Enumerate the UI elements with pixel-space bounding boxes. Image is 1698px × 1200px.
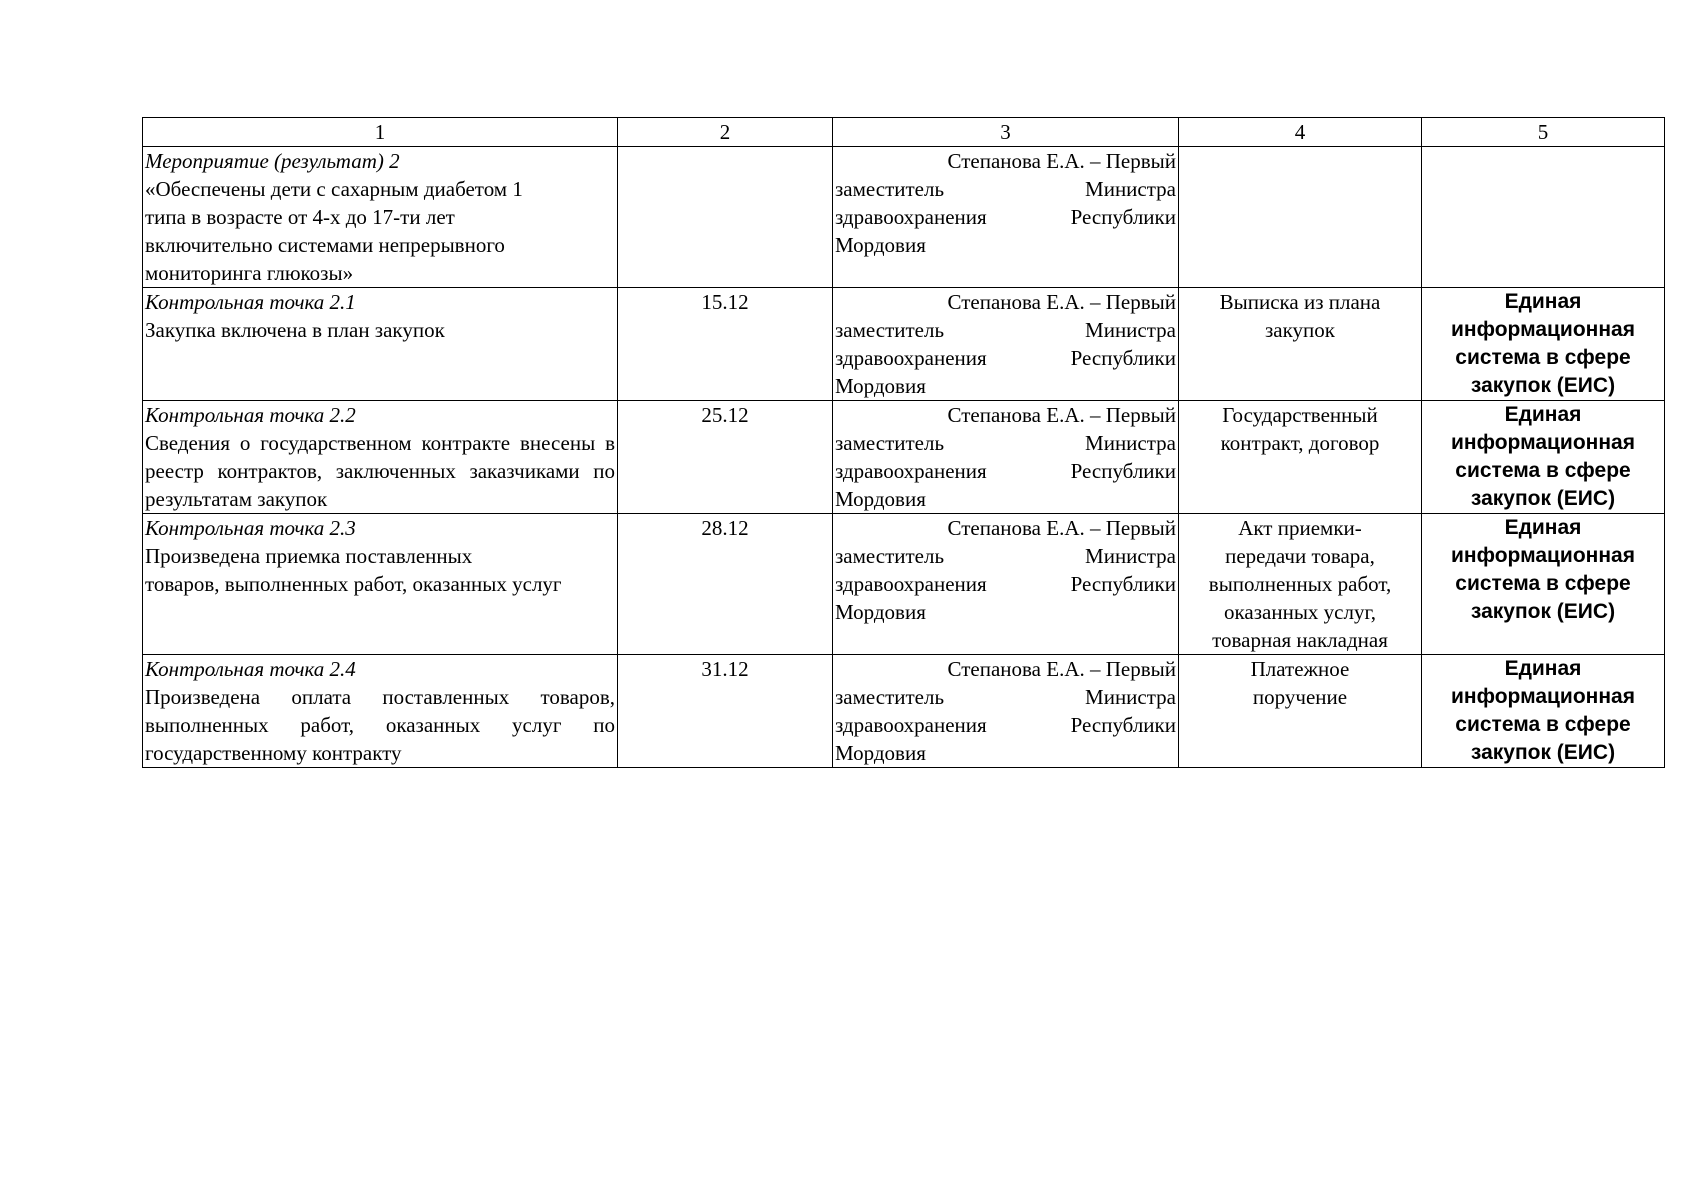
table-header-row bbox=[143, 118, 1665, 147]
responsible-word: здравоохранения bbox=[835, 459, 987, 483]
responsible-name: Степанова Е.А. – Первый bbox=[947, 149, 1176, 173]
event-cell bbox=[143, 147, 618, 288]
responsible-line: Мордовия bbox=[835, 600, 926, 624]
responsible-word: Республики bbox=[1070, 346, 1176, 370]
system-line: Единая bbox=[1504, 403, 1582, 426]
responsible-word: Министра bbox=[1085, 177, 1176, 201]
system-line: система в сфере bbox=[1455, 459, 1631, 482]
system-cell bbox=[1422, 514, 1665, 655]
responsible-name: Степанова Е.А. – Первый bbox=[947, 290, 1176, 314]
responsible-line bbox=[835, 316, 1176, 344]
responsible-line bbox=[835, 683, 1176, 711]
responsible-word: здравоохранения bbox=[835, 205, 987, 229]
system-cell bbox=[1422, 655, 1665, 768]
date-cell: 25.12 bbox=[618, 401, 833, 514]
row-description: товаров, выполненных работ, оказанных услуг bbox=[145, 572, 562, 596]
responsible-line: Мордовия bbox=[835, 487, 926, 511]
table-row bbox=[143, 514, 1665, 655]
row-title: Контрольная точка 2.4 bbox=[145, 657, 356, 681]
system-line: Единая bbox=[1504, 657, 1582, 680]
row-title: Контрольная точка 2.1 bbox=[145, 290, 356, 314]
document-cell bbox=[1179, 401, 1422, 514]
event-cell bbox=[143, 655, 618, 768]
responsible-line: Мордовия bbox=[835, 233, 926, 257]
responsible-cell bbox=[833, 288, 1179, 401]
row-description-line: Закупка включена в план закупок bbox=[145, 318, 445, 342]
responsible-word: заместитель bbox=[835, 318, 945, 342]
responsible-line bbox=[835, 711, 1176, 739]
column-header: 4 bbox=[1179, 118, 1422, 147]
row-title: Контрольная точка 2.2 bbox=[145, 403, 356, 427]
date-cell bbox=[618, 147, 833, 288]
system-line: система в сфере bbox=[1455, 713, 1631, 736]
responsible-word: заместитель bbox=[835, 177, 945, 201]
responsible-name: Степанова Е.А. – Первый bbox=[947, 403, 1176, 427]
document-line: Выписка из плана bbox=[1219, 290, 1381, 314]
responsible-word: здравоохранения bbox=[835, 713, 987, 737]
responsible-line bbox=[835, 344, 1176, 372]
row-description-line: включительно системами непрерывного bbox=[145, 233, 505, 257]
responsible-line bbox=[835, 570, 1176, 598]
row-description-line: мониторинга глюкозы» bbox=[145, 261, 354, 285]
responsible-line bbox=[835, 175, 1176, 203]
document-line: выполненных работ, bbox=[1208, 572, 1392, 596]
responsible-word: здравоохранения bbox=[835, 572, 987, 596]
responsible-cell bbox=[833, 514, 1179, 655]
system-line: система в сфере bbox=[1455, 346, 1631, 369]
responsible-word: заместитель bbox=[835, 544, 945, 568]
date-cell: 15.12 bbox=[618, 288, 833, 401]
responsible-cell bbox=[833, 147, 1179, 288]
column-header: 5 bbox=[1422, 118, 1665, 147]
row-description-line: Произведена приемка поставленных bbox=[145, 544, 473, 568]
responsible-name: Степанова Е.А. – Первый bbox=[947, 657, 1176, 681]
document-line: передачи товара, bbox=[1225, 544, 1375, 568]
row-description: Сведения о государственном контракте внесены в реестр контрактов, заключенных заказчиками по результатам закупок bbox=[145, 431, 615, 511]
date-cell: 28.12 bbox=[618, 514, 833, 655]
system-cell bbox=[1422, 401, 1665, 514]
row-description-line: «Обеспечены дети с сахарным диабетом 1 bbox=[145, 177, 523, 201]
row-title: Контрольная точка 2.3 bbox=[145, 516, 356, 540]
system-line: Единая bbox=[1504, 516, 1582, 539]
row-title: Мероприятие (результат) 2 bbox=[145, 149, 400, 173]
document-line: оказанных услуг, bbox=[1224, 600, 1376, 624]
system-line: информационная bbox=[1451, 544, 1635, 567]
document-cell bbox=[1179, 288, 1422, 401]
system-cell bbox=[1422, 147, 1665, 288]
table-row bbox=[143, 288, 1665, 401]
document-cell bbox=[1179, 147, 1422, 288]
system-line: информационная bbox=[1451, 318, 1635, 341]
event-cell bbox=[143, 288, 618, 401]
responsible-word: Министра bbox=[1085, 318, 1176, 342]
system-line: Единая bbox=[1504, 290, 1582, 313]
responsible-line bbox=[835, 542, 1176, 570]
document-line: закупок bbox=[1265, 318, 1335, 342]
responsible-line: Мордовия bbox=[835, 374, 926, 398]
event-cell bbox=[143, 401, 618, 514]
document-line: Платежное bbox=[1250, 657, 1350, 681]
row-description: Произведена оплата поставленных товаров, выполненных работ, оказанных услуг по государственному контракту bbox=[145, 685, 615, 765]
responsible-word: Министра bbox=[1085, 544, 1176, 568]
document-line: Акт приемки- bbox=[1238, 516, 1362, 540]
system-line: закупок (ЕИС) bbox=[1470, 487, 1616, 510]
responsible-word: Республики bbox=[1070, 205, 1176, 229]
responsible-line bbox=[835, 457, 1176, 485]
responsible-word: Министра bbox=[1085, 431, 1176, 455]
responsible-word: здравоохранения bbox=[835, 346, 987, 370]
system-line: информационная bbox=[1451, 685, 1635, 708]
responsible-word: Республики bbox=[1070, 713, 1176, 737]
responsible-cell bbox=[833, 655, 1179, 768]
column-header: 3 bbox=[833, 118, 1179, 147]
document-cell bbox=[1179, 514, 1422, 655]
responsible-word: заместитель bbox=[835, 685, 945, 709]
system-line: закупок (ЕИС) bbox=[1470, 374, 1616, 397]
table-row bbox=[143, 147, 1665, 288]
system-line: система в сфере bbox=[1455, 572, 1631, 595]
system-line: закупок (ЕИС) bbox=[1470, 741, 1616, 764]
system-line: информационная bbox=[1451, 431, 1635, 454]
control-points-table bbox=[142, 117, 1665, 768]
responsible-line bbox=[835, 203, 1176, 231]
responsible-line bbox=[835, 429, 1176, 457]
column-header: 2 bbox=[618, 118, 833, 147]
document-line: поручение bbox=[1252, 685, 1348, 709]
responsible-name: Степанова Е.А. – Первый bbox=[947, 516, 1176, 540]
document-line: Государственный bbox=[1222, 403, 1378, 427]
date-cell: 31.12 bbox=[618, 655, 833, 768]
responsible-line: Мордовия bbox=[835, 741, 926, 765]
system-cell bbox=[1422, 288, 1665, 401]
document-cell bbox=[1179, 655, 1422, 768]
table-row bbox=[143, 401, 1665, 514]
responsible-word: Министра bbox=[1085, 685, 1176, 709]
document-line: товарная накладная bbox=[1212, 628, 1388, 652]
table-row bbox=[143, 655, 1665, 768]
responsible-word: Республики bbox=[1070, 459, 1176, 483]
row-description-line: типа в возрасте от 4-х до 17-ти лет bbox=[145, 205, 455, 229]
responsible-word: Республики bbox=[1070, 572, 1176, 596]
column-header: 1 bbox=[143, 118, 618, 147]
responsible-word: заместитель bbox=[835, 431, 945, 455]
event-cell bbox=[143, 514, 618, 655]
responsible-cell bbox=[833, 401, 1179, 514]
system-line: закупок (ЕИС) bbox=[1470, 600, 1616, 623]
document-line: контракт, договор bbox=[1220, 431, 1380, 455]
